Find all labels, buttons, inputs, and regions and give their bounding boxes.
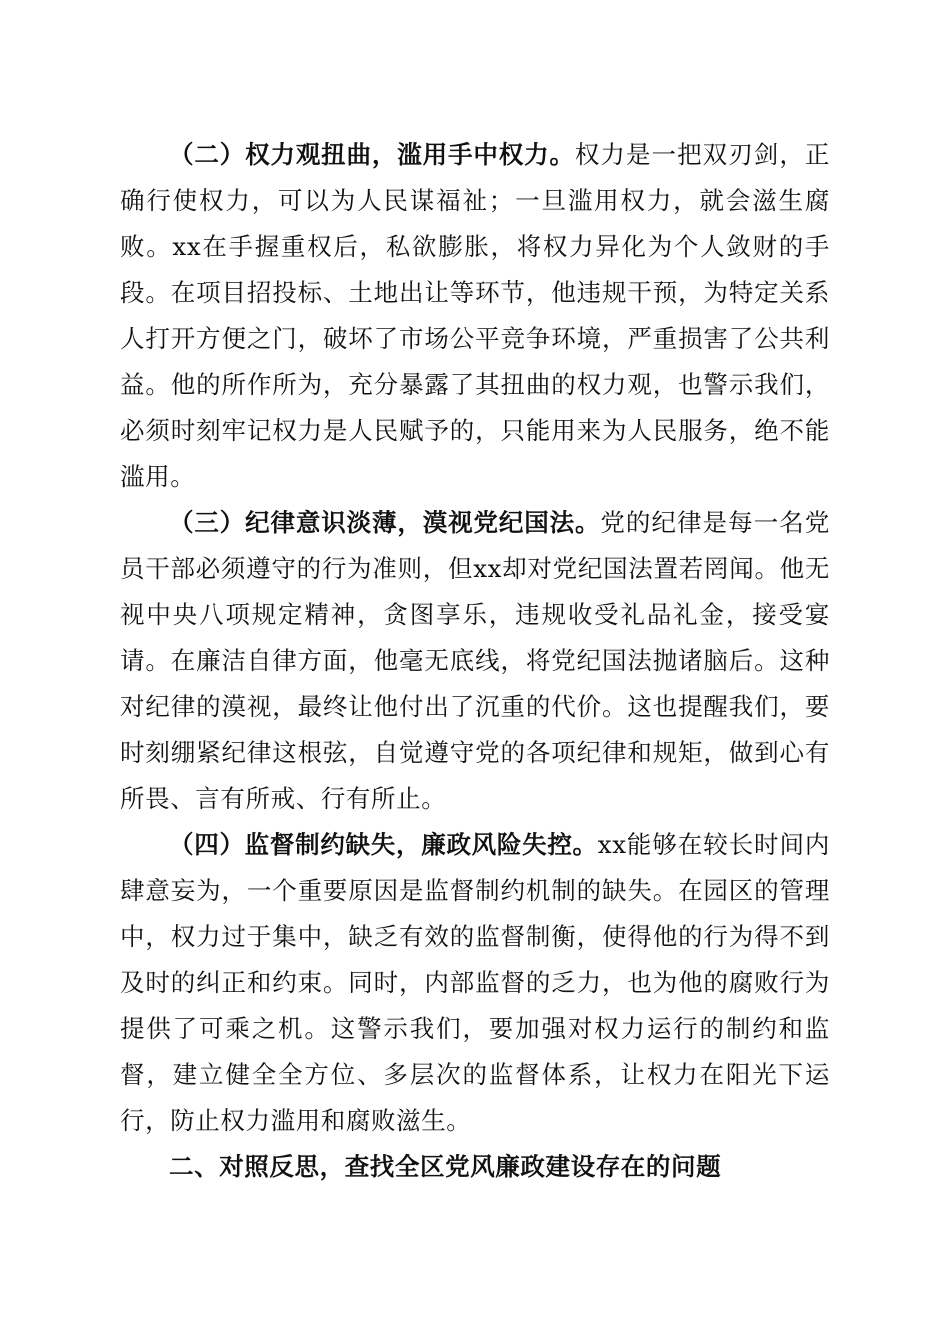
section-2-paragraph xyxy=(120,132,830,500)
section-3-body: 党的纪律是每一名党员干部必须遵守的行为准则，但xx却对党纪国法置若罔闻。他无视中央八项规定精神，贪图享乐，违规收受礼品礼金，接受宴请。在廉洁自律方面，他毫无底线，将党纪国法抛诸脑后。这种对纪律的漠视，最终让他付出了沉重的代价。这也提醒我们，要时刻绷紧纪律这根弦，自觉遵守党的各项纪律和规矩，做到心有所畏、言有所戒、行有所止。 xyxy=(120,508,830,813)
section-4-paragraph xyxy=(120,822,830,1144)
section-2-lead: （二）权力观扭曲，滥用手中权力。 xyxy=(169,140,575,169)
section-4-lead: （四）监督制约缺失，廉政风险失控。 xyxy=(169,830,598,859)
part-two-heading: 二、对照反思，查找全区党风廉政建设存在的问题 xyxy=(169,1152,722,1181)
section-4-body: xx能够在较长时间内肆意妄为，一个重要原因是监督制约机制的缺失。在园区的管理中，权力过于集中，缺乏有效的监督制衡，使得他的行为得不到及时的纠正和约束。同时，内部监督的乏力，也为他的腐败行为提供了可乘之机。这警示我们，要加强对权力运行的制约和监督，建立健全全方位、多层次的监督体系，让权力在阳光下运行，防止权力滥用和腐败滋生。 xyxy=(120,830,830,1135)
document-page xyxy=(120,132,830,1190)
section-2-body: 权力是一把双刃剑，正确行使权力，可以为人民谋福祉；一旦滥用权力，就会滋生腐败。xx在手握重权后，私欲膨胀，将权力异化为个人敛财的手段。在项目招投标、土地出让等环节，他违规干预，为特定关系人打开方便之门，破坏了市场公平竞争环境，严重损害了公共利益。他的所作所为，充分暴露了其扭曲的权力观，也警示我们，必须时刻牢记权力是人民赋予的，只能用来为人民服务，绝不能滥用。 xyxy=(120,140,831,491)
section-3-paragraph xyxy=(120,500,830,822)
section-3-lead: （三）纪律意识淡薄，漠视党纪国法。 xyxy=(169,508,601,537)
